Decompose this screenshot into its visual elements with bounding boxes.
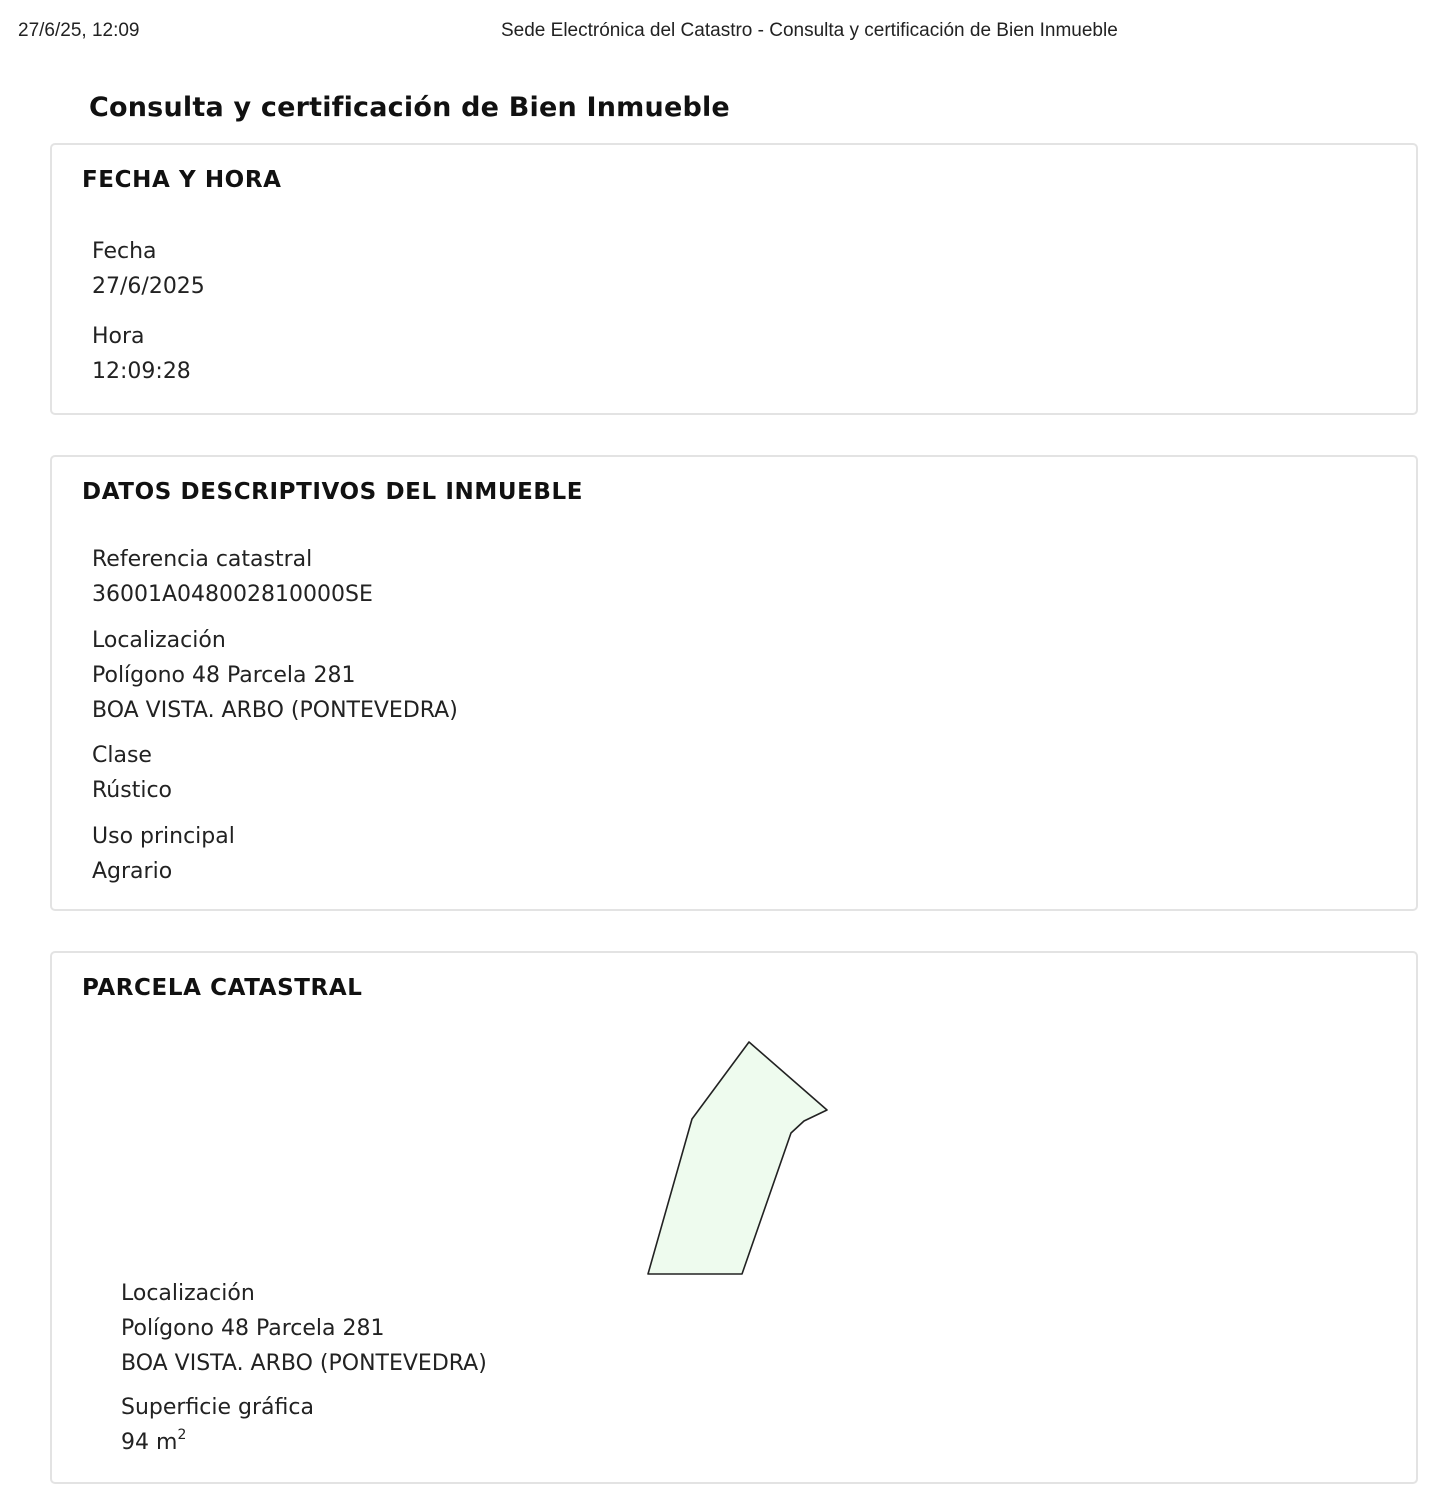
superficie-exponent: 2 [177,1426,187,1443]
datos-descriptivos-card [50,455,1418,911]
parcel-polygon [648,1042,827,1274]
parcela-localizacion-field [121,1276,487,1381]
referencia-label: Referencia catastral [92,547,313,572]
page-title: Consulta y certificación de Bien Inmueble [89,92,730,123]
fecha-hora-heading: FECHA Y HORA [82,167,282,193]
referencia-value: 36001A048002810000SE [92,582,373,607]
hora-label: Hora [92,324,145,349]
print-datetime: 27/6/25, 12:09 [18,20,140,41]
clase-field [92,738,172,808]
uso-label: Uso principal [92,824,235,849]
clase-label: Clase [92,743,152,768]
uso-field [92,819,235,889]
superficie-number: 94 [121,1430,149,1455]
parcela-localizacion-line1: Polígono 48 Parcela 281 [121,1316,385,1341]
superficie-label: Superficie gráfica [121,1395,314,1420]
hora-field [92,319,191,389]
clase-value: Rústico [92,778,172,803]
superficie-unit: m [156,1430,178,1455]
datos-heading: DATOS DESCRIPTIVOS DEL INMUEBLE [82,479,584,505]
superficie-value [121,1425,314,1460]
hora-value: 12:09:28 [92,359,191,384]
localizacion-field [92,623,458,728]
fecha-value: 27/6/2025 [92,274,205,299]
parcela-localizacion-label: Localización [121,1281,255,1306]
referencia-field [92,542,373,612]
fecha-field [92,234,205,304]
localizacion-label: Localización [92,628,226,653]
parcela-localizacion-line2: BOA VISTA. ARBO (PONTEVEDRA) [121,1351,487,1376]
fecha-label: Fecha [92,239,157,264]
parcela-heading: PARCELA CATASTRAL [82,975,363,1001]
fecha-hora-card [50,143,1418,415]
uso-value: Agrario [92,859,173,884]
localizacion-line1: Polígono 48 Parcela 281 [92,663,356,688]
localizacion-line2: BOA VISTA. ARBO (PONTEVEDRA) [92,698,458,723]
print-header [0,20,1435,44]
parcela-card [50,951,1418,1484]
print-window-title: Sede Electrónica del Catastro - Consulta y certificación de Bien Inmueble [501,20,1118,41]
superficie-field [121,1390,314,1460]
